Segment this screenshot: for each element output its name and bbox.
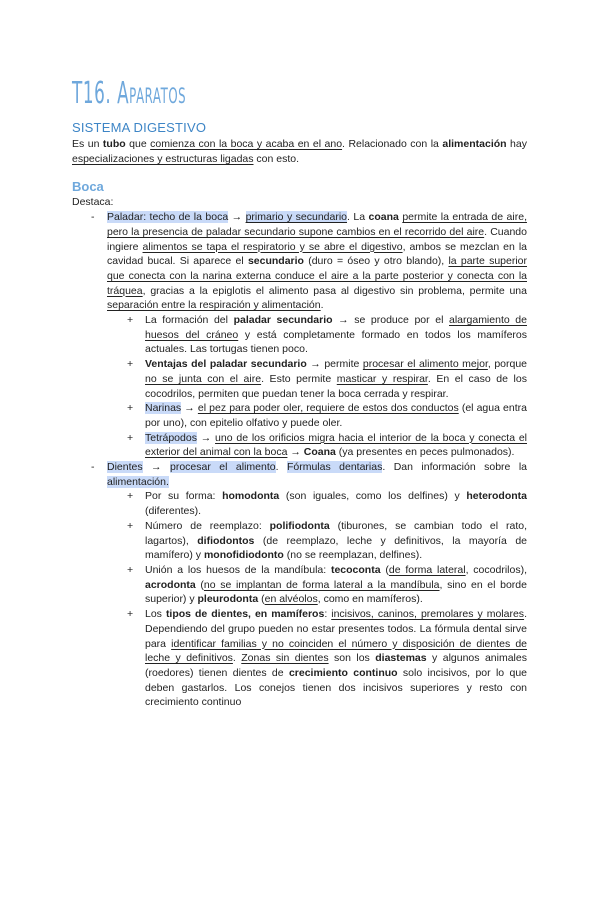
list-bullet: - [91, 211, 95, 224]
bold-text: heterodonta [466, 490, 527, 503]
text-segment: . [275, 461, 287, 474]
sub-list-item [107, 607, 527, 710]
text-segment: . Dan información sobre la [382, 461, 528, 474]
underlined-text: de forma lateral [388, 563, 466, 576]
underlined-text: procesar el alimento mejor [362, 358, 488, 371]
text-segment: . Dependiendo del grupo pueden no estar presentes todos. La fórmula dental sirve para [145, 608, 527, 650]
text-segment: Unión a los huesos de la mandíbula: [145, 563, 331, 576]
text-segment: → [287, 446, 304, 459]
sub-list-item [107, 489, 527, 518]
highlighted-text: Tetrápodos [145, 431, 197, 444]
text-segment: , porque [487, 358, 528, 371]
highlighted-text: Fórmulas dentarias [286, 461, 383, 474]
sub-list-bullet: + [127, 431, 134, 444]
sub-list-bullet: + [127, 519, 134, 532]
text-segment: (el agua entra por uno), con epitelio olfativo y puede oler. [145, 402, 527, 429]
text-segment: Por su forma: [145, 490, 223, 503]
title-row [72, 76, 527, 112]
underlined-text: la parte superior que conecta con la narina externa conduce el aire a la parte posterior y conecta con la tráquea [107, 255, 528, 297]
text-segment: La formación del [145, 314, 234, 327]
bold-text: paladar secundario [233, 314, 333, 327]
text-segment: y está completamente formado en todos los mamíferos actuales. Las tortugas tienen poco. [145, 328, 528, 356]
bold-text: pleurodonta [197, 593, 259, 606]
underlined-text: no se implantan de forma lateral a la mandíbula [203, 578, 440, 591]
text-segment: ( [195, 578, 204, 591]
list-bullet: - [91, 461, 95, 474]
list-item-text [107, 460, 527, 489]
text-segment: con esto. [253, 152, 300, 165]
text-segment: son los [328, 652, 376, 665]
bold-text: diastemas [375, 652, 427, 665]
highlighted-text: procesar el alimento [170, 461, 276, 474]
bold-text: tubo [102, 138, 126, 150]
text-segment: , gracias a la epiglotis el alimento pasa al digestivo sin problema, permite una [142, 284, 527, 297]
underlined-text: en alvéolos [264, 593, 318, 606]
highlighted-text: alimentación. [107, 475, 169, 488]
text-segment: (son iguales, como los delfines) y [279, 490, 467, 503]
underlined-text: especializaciones y estructuras ligadas [72, 152, 254, 165]
text-segment: (ya presentes en peces pulmonados). [335, 446, 515, 459]
underlined-text: el pez para poder oler, requiere de estos dos conductos [197, 402, 459, 415]
text-segment: hay [506, 138, 527, 150]
bold-text: coana [368, 211, 399, 224]
text-segment: Es un [72, 138, 103, 150]
bold-text: Coana [303, 446, 336, 459]
underlined-text: Zonas sin dientes [241, 652, 329, 665]
sub-list-item-text [145, 357, 527, 401]
bold-text: acrodonta [145, 578, 196, 591]
text-segment: → permite [306, 358, 363, 371]
sub-list-item-text [145, 401, 527, 430]
underlined-text: masticar y respirar [336, 372, 428, 385]
text-segment: (diferentes). [145, 505, 202, 518]
underlined-text: separación entre la respiración y alimentación [107, 299, 321, 312]
list-item [72, 210, 527, 460]
bold-text: homodonta [222, 490, 280, 503]
bullet-list [72, 210, 527, 710]
text-segment: (de reemplazo, leche y definitivos, la mayoría de mamífero) y [145, 534, 528, 562]
text-segment: , cocodrilos), [465, 563, 527, 576]
underlined-text: incisivos, caninos, premolares y molares [331, 608, 525, 621]
section-title: SISTEMA DIGESTIVO [72, 120, 207, 135]
bold-text: tecoconta [330, 563, 381, 576]
text-segment: . [320, 299, 324, 312]
text-segment: (no se reemplazan, delfines). [283, 549, 423, 562]
sub-list-item-text [145, 489, 527, 518]
underlined-text: identificar familias y no coinciden el número y disposición de dientes de leche y definitivos [145, 637, 527, 665]
sub-list-bullet: + [127, 490, 134, 503]
text-segment: → [142, 461, 170, 474]
subsection-title: Boca [72, 179, 104, 195]
sub-list-item-text [145, 313, 527, 357]
section-intro-paragraph [72, 137, 527, 166]
sub-list-bullet: + [127, 314, 134, 327]
sub-list-item [107, 563, 527, 607]
underlined-text: alimentos se tapa el respiratorio y se abre el digestivo [142, 240, 403, 253]
underlined-text: permite la entrada de aire, pero la presencia de paladar secundario supone cambios en el recorrido del aire [107, 211, 527, 238]
text-segment: : [324, 608, 332, 621]
bold-text: tipos de dientes, en mamíferos [165, 608, 325, 621]
underlined-text: alargamiento de huesos del cráneo [145, 314, 527, 341]
text-segment: ( [380, 563, 389, 576]
text-segment: . Esto permite [261, 372, 337, 385]
sub-list-item-text [145, 519, 527, 563]
subsection-intro: Destaca: [72, 196, 114, 209]
list-item-text [107, 210, 527, 313]
text-segment: Número de reemplazo: [145, 519, 270, 532]
text-segment: y algunos animales (roedores) tienen dientes de [145, 652, 527, 679]
underlined-text: uno de los orificios migra hacia el interior de la boca y conecta el exterior del animal con la boca [145, 431, 527, 459]
highlighted-text: Paladar: techo de la boca [107, 211, 229, 224]
highlighted-text: Narinas [145, 402, 182, 415]
text-segment: . En el caso de los cocodrilos, permiten que puedan tener la boca cerrada y respirar. [145, 372, 527, 400]
sub-list-item [107, 431, 527, 460]
text-segment: → [228, 211, 246, 224]
document-page [72, 76, 527, 710]
sub-list-item [107, 401, 527, 430]
bold-text: difiodontos [197, 534, 255, 547]
text-segment: . La [347, 211, 369, 224]
text-segment: . Relacionado con la [342, 138, 443, 150]
bold-text: monofidiodonto [203, 549, 284, 562]
bold-text: Ventajas del paladar secundario [145, 358, 307, 371]
sub-list-item-text [145, 431, 527, 460]
text-segment: → se produce por el [332, 314, 449, 327]
sub-list-bullet: + [127, 358, 134, 371]
text-segment: , sino en el borde superior) y [145, 578, 527, 606]
text-segment: → [181, 402, 198, 415]
sub-list-item-text [145, 607, 527, 710]
text-segment: solo incisivos, por lo que deben gastarlos. Los conejos tienen dos incisivos superiores y resto con crecimiento continuo [145, 666, 527, 709]
text-segment: ( [258, 593, 265, 606]
bold-text: alimentación [442, 138, 507, 150]
sub-list-item [107, 357, 527, 401]
text-segment: (tiburones, se cambian todo el rato, lagartos), [145, 519, 528, 547]
sub-list-bullet: + [127, 563, 134, 576]
highlighted-text: Dientes [107, 461, 143, 474]
list-item [72, 460, 527, 710]
underlined-text: no se junta con el aire [145, 372, 262, 385]
underlined-text: comienza con la boca y acaba en el ano [150, 138, 343, 150]
text-segment: (duro = óseo y otro blando), [303, 255, 449, 268]
document-title: T16. Aparatos [72, 76, 187, 111]
text-segment: → [196, 431, 216, 444]
sub-list-item [107, 519, 527, 563]
sub-list-bullet: + [127, 608, 134, 621]
sub-list [107, 489, 527, 710]
sub-list [107, 313, 527, 460]
sub-list-item [107, 313, 527, 357]
text-segment: . [232, 652, 242, 665]
bold-text: polifiodonta [269, 519, 330, 532]
text-segment: que [125, 138, 151, 150]
text-segment: , ambos se mezclan en la cavidad bucal. Si aparece el [107, 240, 527, 268]
bold-text: secundario [247, 255, 304, 268]
text-segment: . Cuando ingiere [107, 225, 527, 253]
text-segment: , como en mamíferos). [317, 593, 423, 606]
sub-list-item-text [145, 563, 527, 607]
bold-text: crecimiento continuo [288, 666, 398, 679]
sub-list-bullet: + [127, 402, 134, 415]
text-segment: Los [145, 608, 166, 621]
highlighted-text: primario y secundario [245, 211, 348, 224]
